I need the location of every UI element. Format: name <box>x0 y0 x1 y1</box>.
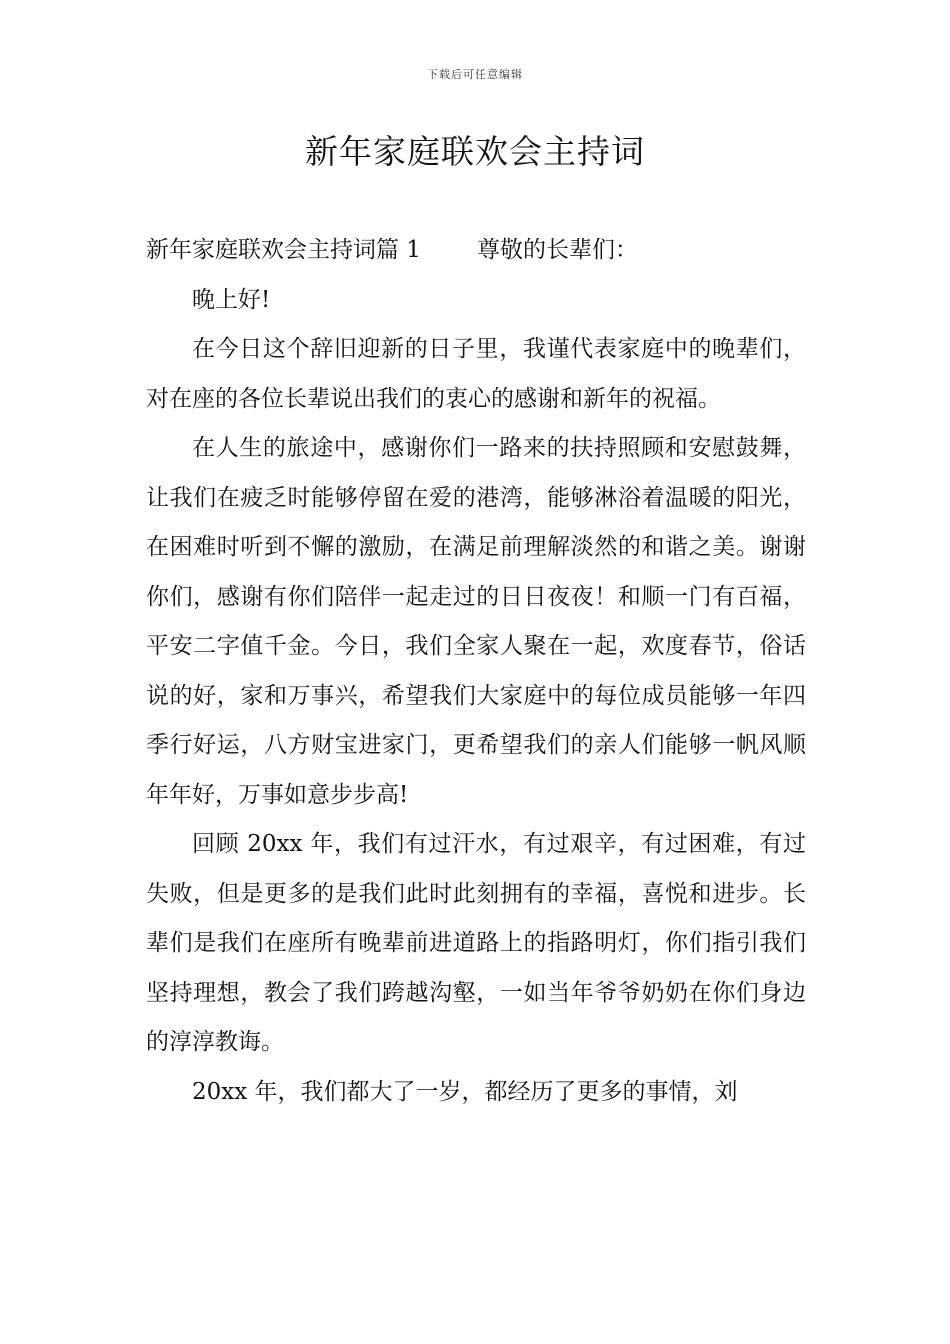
section-heading: 新年家庭联欢会主持词篇 1 <box>146 237 421 263</box>
paragraph-3: 回顾 20xx 年，我们有过汗水，有过艰辛，有过困难，有过失败，但是更多的是我们此时此刻拥有的幸福，喜悦和进步。长辈们是我们在座所有晚辈前进道路上的指路明灯，你们指引我们坚持理想，教会了我们跨越沟壑，一如当年爷爷奶奶在你们身边的淳淳教诲。 <box>146 831 806 1055</box>
document-title: 新年家庭联欢会主持词 <box>305 132 645 171</box>
header-note: 下载后可任意编辑 <box>427 68 523 81</box>
paragraph-4: 20xx 年，我们都大了一岁，都经历了更多的事情，刘 <box>192 1078 738 1105</box>
paragraph-1: 在今日这个辞旧迎新的日子里，我谨代表家庭中的晚辈们，对在座的各位长辈说出我们的衷心的感谢和新年的祝福。 <box>146 336 806 412</box>
paragraph-greeting: 晚上好! <box>192 286 271 313</box>
document-body <box>146 226 806 1117</box>
paragraph-2: 在人生的旅途中，感谢你们一路来的扶持照顾和安慰鼓舞，让我们在疲乏时能够停留在爱的港湾，能够淋浴着温暖的阳光，在困难时听到不懈的激励，在满足前理解淡然的和谐之美。谢谢你们，感谢有你们陪伴一起走过的日日夜夜！和顺一门有百福，平安二字值千金。今日，我们全家人聚在一起，欢度春节，俗话说的好，家和万事兴，希望我们大家庭中的每位成员能够一年四季行好运，八方财宝进家门，更希望我们的亲人们能够一帆风顺年年好，万事如意步步高! <box>146 435 806 808</box>
salutation: 尊敬的长辈们： <box>476 237 638 263</box>
opening-line <box>146 226 806 276</box>
